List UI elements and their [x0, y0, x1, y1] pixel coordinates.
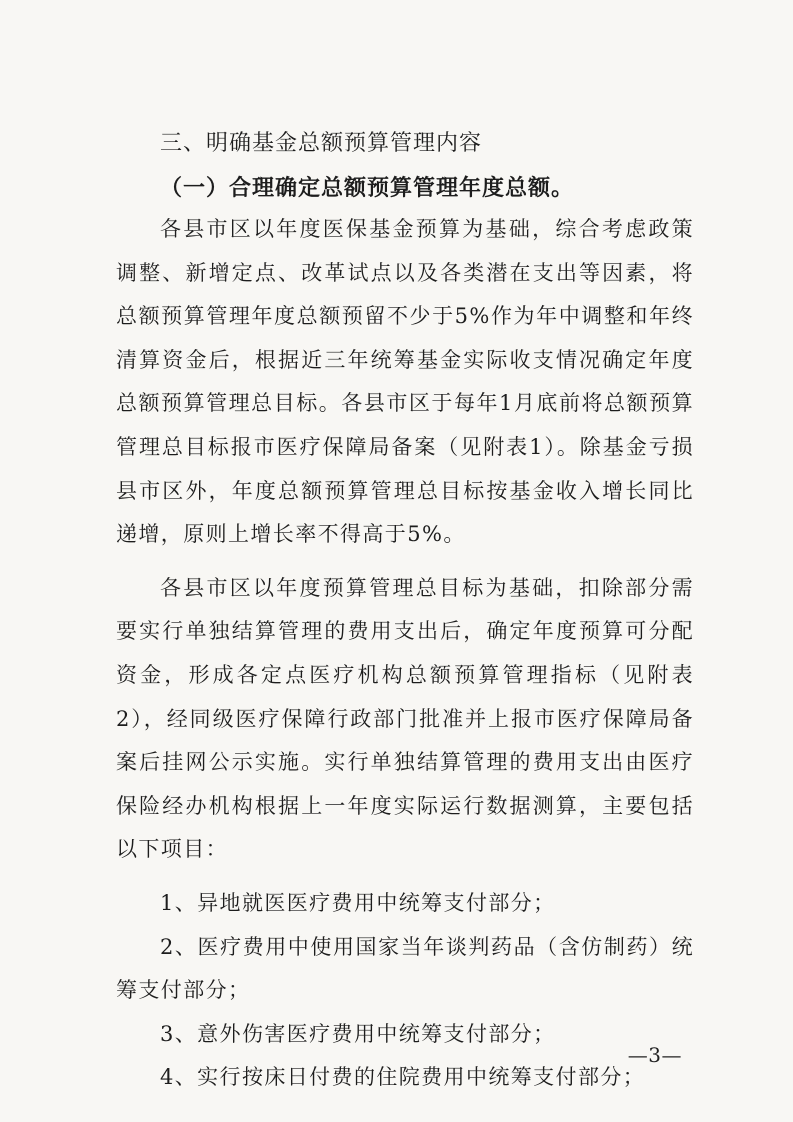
list-item-1: 1、异地就医医疗费用中统筹支付部分； [160, 890, 556, 915]
paragraph-1: 各县市区以年度医保基金预算为基础，综合考虑政策调整、新增定点、改革试点以及各类潜在支出等因素，将总额预算管理年度总额预留不少于5%作为年中调整和年终清算资金后，根据近三年统筹基金实际收支情况确定年度总额预算管理总目标。各县市区于每年1月底前将总额预算管理总目标报市医疗保障局备案（见附表1）。除基金亏损县市区外，年度总额预算管理总目标按基金收入增长同比递增，原则上增长率不得高于5%。 [116, 217, 694, 547]
list-item-3: 3、意外伤害医疗费用中统筹支付部分； [160, 1021, 556, 1046]
paragraph-2: 各县市区以年度预算管理总目标为基础，扣除部分需要实行单独结算管理的费用支出后，确定年度预算可分配资金，形成各定点医疗机构总额预算管理指标（见附表2），经同级医疗保障行政部门批准并上报市医疗保障局备案后挂网公示实施。实行单独结算管理的费用支出由医疗保险经办机构根据上一年度实际运行数据测算，主要包括以下项目： [116, 575, 694, 862]
document-body [116, 126, 694, 1100]
list-item-2: 2、医疗费用中使用国家当年谈判药品（含仿制药）统筹支付部分； [116, 934, 694, 1003]
section-heading: 三、明确基金总额预算管理内容 [160, 131, 483, 156]
item-list [116, 882, 694, 1100]
subsection-heading: （一）合理确定总额预算管理年度总额。 [160, 175, 575, 201]
list-item-4: 4、实行按床日付费的住院费用中统筹支付部分； [160, 1065, 646, 1090]
page-number: —3— [627, 1043, 682, 1067]
